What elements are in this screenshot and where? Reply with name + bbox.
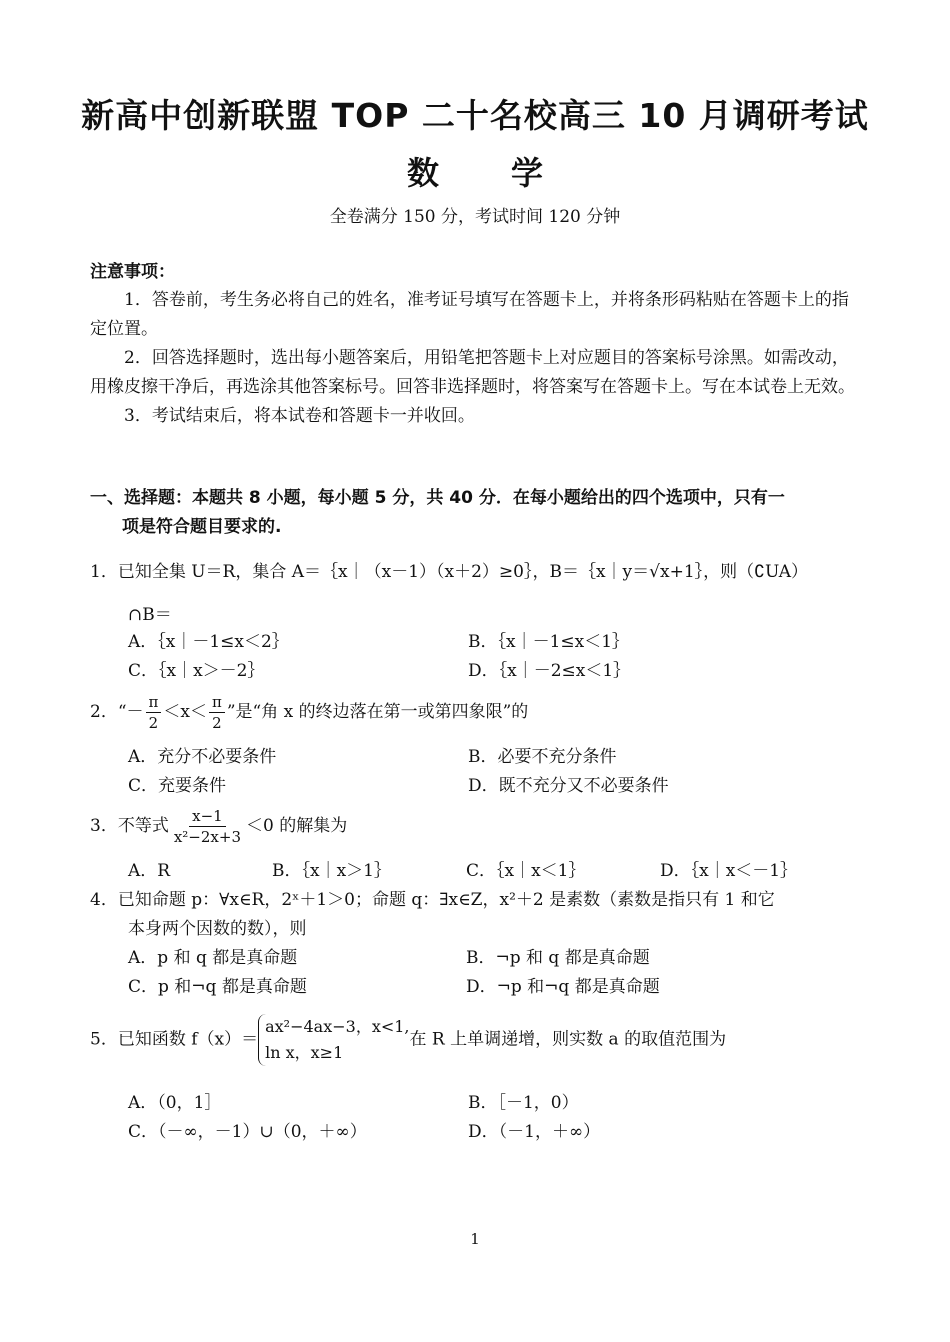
notice-item: 3．考试结束后，将本试卷和答题卡一并收回。 [124,406,475,426]
q2-option-a: A．充分不必要条件 [128,747,277,767]
q2-frac1-den: 2 [148,714,159,732]
q5-piecewise [258,1014,409,1066]
notice-heading: 注意事项： [90,262,175,282]
section-line-2: 项是符合题目要求的. [122,517,282,537]
notice-item: 1．答卷前，考生务必将自己的姓名，准考证号填写在答题卡上，并将条形码粘贴在答题卡上的指定位置。 [90,290,849,339]
page-number: 1 [470,1230,480,1248]
q3-frac-num: x−1 [189,806,226,827]
q2-prefix: 2．“－ [90,702,144,722]
exam-title: 新高中创新联盟 TOP 二十名校高三 10 月调研考试 [81,96,869,135]
q1-option-a: A．｛x｜－1≤x＜2｝ [128,632,289,652]
q3-frac-den: x²−2x+3 [173,828,241,846]
q2-option-c: C．充要条件 [128,776,227,796]
q3-fraction [171,806,244,847]
q2-option-b: B．必要不充分条件 [468,747,617,767]
q2-fraction-2 [209,692,225,733]
q3-option-b: B．｛x｜x＞1｝ [272,861,391,881]
q5-option-d: D．（－1，＋∞） [468,1122,601,1142]
q5-stem [90,1014,726,1066]
q5-suffix: 在 R 上单调递增，则实数 a 的取值范围为 [409,1029,727,1050]
subject-heading [0,148,950,194]
q4-option-b: B．¬p 和 q 都是真命题 [466,948,650,968]
q5-prefix: 5．已知函数 f（x）＝ [90,1029,259,1050]
exam-meta: 全卷满分 150 分，考试时间 120 分钟 [329,207,621,227]
notice-item: 2．回答选择题时，选出每小题答案后，用铅笔把答题卡上对应题目的答案标号涂黑。如需改动，用橡皮擦干净后，再选涂其他答案标号。回答非选择题时，将答案写在答题卡上。写在本试卷上无效。 [90,348,855,397]
q5-option-c: C．（－∞，－1）∪（0，＋∞） [128,1122,367,1142]
q4-option-d: D．¬p 和¬q 都是真命题 [466,977,660,997]
q3-stem [90,806,347,847]
q2-mid: ＜x＜ [163,702,207,722]
q5-option-a: A．（0，1］ [128,1093,222,1113]
q5-case-1: ax²−4ax−3，x<1, [265,1017,410,1036]
q5-option-b: B．［－1，0） [468,1093,579,1113]
q2-suffix: ”是“角 x 的终边落在第一或第四象限”的 [226,702,529,722]
q4-stem-cont: 本身两个因数的数），则 [128,919,307,939]
q2-stem [90,692,528,733]
q3-prefix: 3．不等式 [90,816,169,836]
q4-option-c: C．p 和¬q 都是真命题 [128,977,307,997]
q2-frac1-num: π [146,692,162,713]
q1-stem-cont: ∩B＝ [128,605,172,625]
section-line-1: 一、选择题：本题共 8 小题，每小题 5 分，共 40 分．在每小题给出的四个选项中，只有一 [90,488,785,508]
q1-option-c: C．｛x｜x＞－2｝ [128,661,265,681]
q3-option-d: D．｛x｜x＜－1｝ [660,861,798,881]
q3-suffix: ＜0 的解集为 [245,816,348,836]
notice-list [90,286,865,431]
q1-stem: 1．已知全集 U＝R，集合 A＝｛x｜（x－1）（x＋2）≥0｝，B＝｛x｜y＝√x+1｝，则（∁UA） [90,562,809,582]
subject-char-1: 数 [406,154,439,192]
q2-frac2-den: 2 [212,714,222,732]
q1-option-d: D．｛x｜－2≤x＜1｝ [468,661,631,681]
q4-option-a: A．p 和 q 都是真命题 [128,948,298,968]
q3-option-c: C．｛x｜x＜1｝ [466,861,586,881]
q3-option-a: A．R [128,861,171,881]
q1-option-b: B．｛x｜－1≤x＜1｝ [468,632,630,652]
subject-char-2: 学 [511,154,544,192]
section-heading [90,484,865,542]
q2-fraction-1 [146,692,162,733]
q2-option-d: D．既不充分又不必要条件 [468,776,669,796]
q5-case-2: ln x，x≥1 [265,1043,344,1062]
q4-stem: 4．已知命题 p：∀x∈R，2ˣ＋1＞0；命题 q：∃x∈Z，x²＋2 是素数（素数是指只有 1 和它 [90,890,775,910]
q2-frac2-num: π [209,692,225,713]
